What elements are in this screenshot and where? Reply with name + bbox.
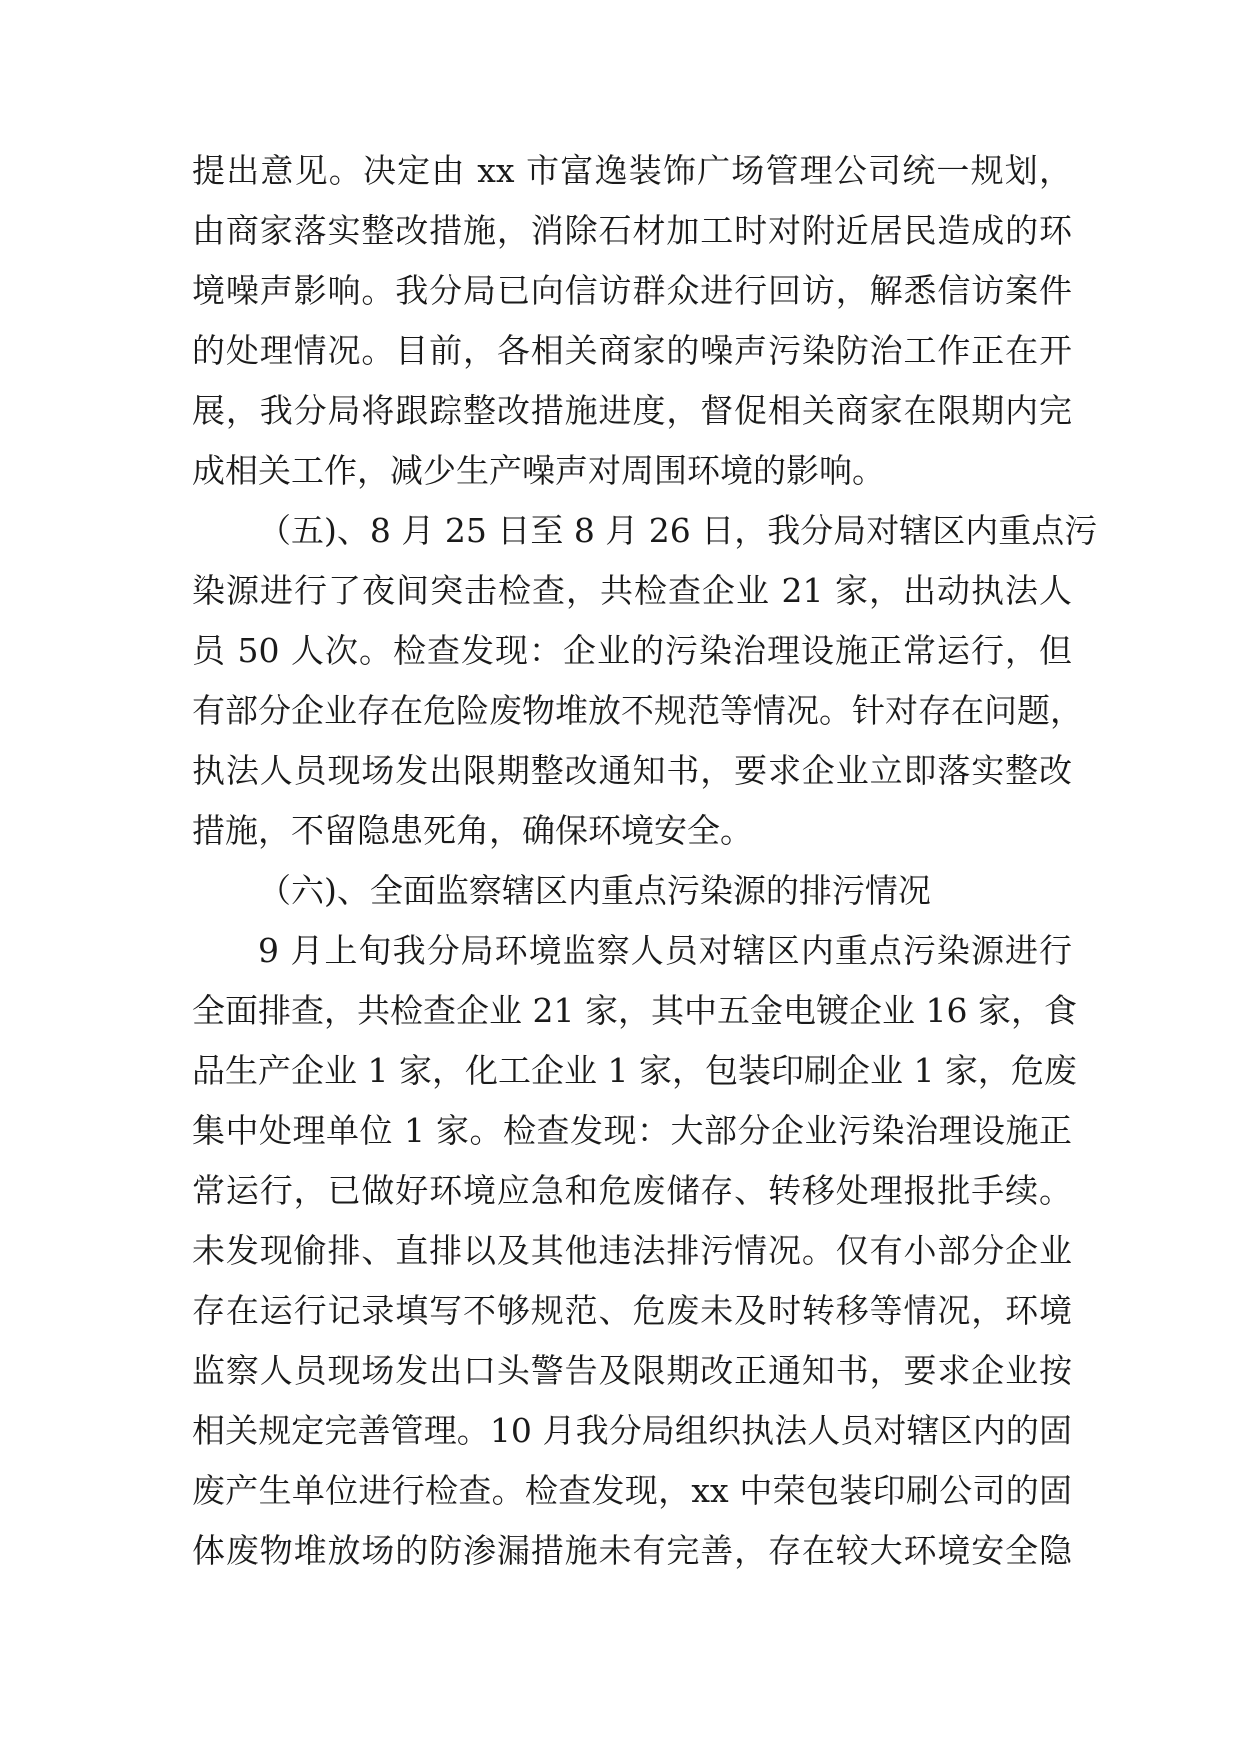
text-line: 染源进行了夜间突击检查，共检查企业 21 家，出动执法人 [192, 571, 1072, 610]
paragraph-start: 9 月上旬我分局环境监察人员对辖区内重点污染源进行 [258, 931, 1072, 970]
text-line: 全面排查，共检查企业 21 家，其中五金电镀企业 16 家，食 [192, 991, 1077, 1030]
text-line: 废产生单位进行检查。检查发现，xx 中荣包装印刷公司的固 [192, 1471, 1072, 1510]
section-heading-five: （五)、8 月 25 日至 8 月 26 日，我分局对辖区内重点污 [258, 511, 1098, 550]
text-line: 未发现偷排、直排以及其他违法排污情况。仅有小部分企业 [192, 1231, 1072, 1270]
text-line: 执法人员现场发出限期整改通知书，要求企业立即落实整改 [192, 751, 1072, 790]
text-line: 体废物堆放场的防渗漏措施未有完善，存在较大环境安全隐 [192, 1531, 1072, 1570]
text-line: 措施，不留隐患死角，确保环境安全。 [192, 811, 753, 850]
text-line: 成相关工作，减少生产噪声对周围环境的影响。 [192, 451, 885, 490]
text-line: 相关规定完善管理。10 月我分局组织执法人员对辖区内的固 [192, 1411, 1072, 1450]
text-line: 集中处理单位 1 家。检查发现：大部分企业污染治理设施正 [192, 1111, 1072, 1150]
text-line: 品生产企业 1 家，化工企业 1 家，包装印刷企业 1 家，危废 [192, 1051, 1077, 1090]
text-line: 展，我分局将跟踪整改措施进度，督促相关商家在限期内完 [192, 391, 1072, 430]
text-line: 常运行，已做好环境应急和危废储存、转移处理报批手续。 [192, 1171, 1072, 1210]
text-line: 存在运行记录填写不够规范、危废未及时转移等情况，环境 [192, 1291, 1072, 1330]
text-line: 提出意见。决定由 xx 市富逸装饰广场管理公司统一规划， [192, 151, 1072, 190]
text-line: 由商家落实整改措施，消除石材加工时对附近居民造成的环 [192, 211, 1072, 250]
text-line: 有部分企业存在危险废物堆放不规范等情况。针对存在问题， [192, 691, 1083, 730]
text-line: 员 50 人次。检查发现：企业的污染治理设施正常运行，但 [192, 631, 1072, 670]
text-line: 境噪声影响。我分局已向信访群众进行回访，解悉信访案件 [192, 271, 1072, 310]
section-heading-six: （六)、全面监察辖区内重点污染源的排污情况 [258, 871, 931, 910]
text-line: 的处理情况。目前，各相关商家的噪声污染防治工作正在开 [192, 331, 1072, 370]
text-line: 监察人员现场发出口头警告及限期改正通知书，要求企业按 [192, 1351, 1072, 1390]
